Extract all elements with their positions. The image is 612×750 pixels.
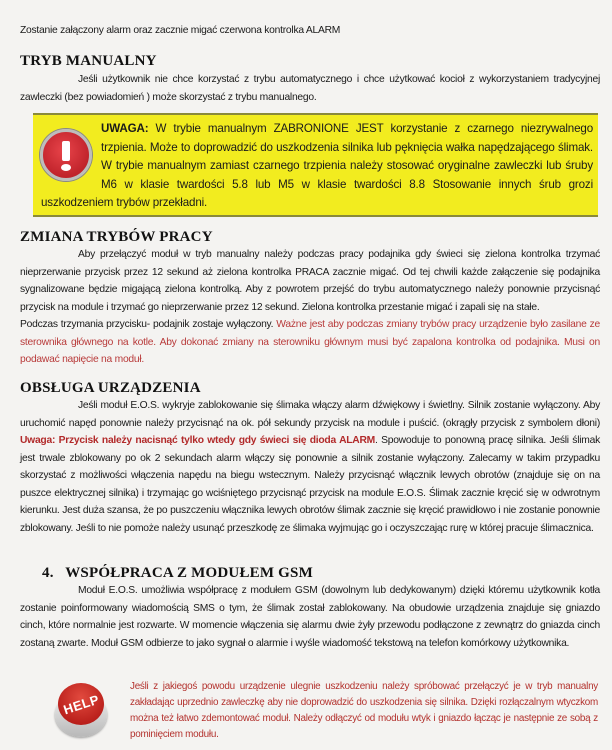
warning-text xyxy=(41,120,593,213)
warning-body: W trybie manualnym ZABRONIONE JEST korzystanie z czarnego niezrywalnego trzpienia. Może to doprowadzić do uszkodzenia silnika lub pęknięcia wałka napędzającego ślimak. W trybie manualnym zamiast czarnego trzpienia należy stosować oryginalne zawleczki lub śruby M6 w klasie twardości 5.8 lub M5 w klasie twardości 8.8 Stosowanie innych śrub grozi uszkodzeniem trybów przekładni. xyxy=(41,122,593,209)
service-paragraph xyxy=(20,397,600,537)
mode-change-note xyxy=(20,316,600,369)
mode-change-section xyxy=(20,246,600,369)
warning-box xyxy=(33,113,598,217)
heading-gsm: 4. WSPÓŁPRACA Z MODUŁEM GSM xyxy=(42,565,313,581)
power-note: Ważne jest aby podczas zmiany trybów pracy urządzenie było zasilane ze sterownika głównego na kotle. Aby dokonać zmiany na sterowniku głównym musi być zapalona kontrolka od podajnika. Musi on podawać napięcie na moduł. xyxy=(20,319,600,365)
gsm-paragraph: Moduł E.O.S. umożliwia współpracę z modułem GSM (dowolnym lub dedykowanym) dzięki któremu użytkownik kotła zostanie poinformowany wiadomością SMS o tym, że ślimak został zablokowany. Na obudowie urządzenia znajduje się gniazdo cinch, które normalnie jest rozwarte. W momencie włączenia się alarmu dwie żyły przewodu podłączone z zewnątrz do gniazda cinch zostaną zwarte. Moduł GSM odbierze to jako sygnał o alarmie i wyśle wiadomość tekstową na telefon komórkowy użytkownika. xyxy=(20,585,600,649)
manual-mode-paragraph: Jeśli użytkownik nie chce korzystać z trybu automatycznego i chce użytkować kocioł z wykorzystaniem tradycyjnej zawleczki (bez powiadomień ) może skorzystać z trybu manualnego. xyxy=(20,74,600,103)
alarm-note: Uwaga: Przycisk należy nacisnąć tylko wtedy gdy świeci się dioda ALARM xyxy=(20,435,375,446)
warning-label: UWAGA: xyxy=(101,122,149,135)
exclamation-icon xyxy=(40,129,92,181)
intro-text: Zostanie załączony alarm oraz zacznie migać czerwona kontrolka ALARM xyxy=(20,25,341,36)
hold-text: Podczas trzymania przycisku- podajnik zostaje wyłączony. xyxy=(20,319,274,330)
heading-mode-change: ZMIANA TRYBÓW PRACY xyxy=(20,229,213,245)
help-label: HELP xyxy=(61,691,101,717)
mode-change-paragraph: Aby przełączyć moduł w tryb manualny należy podczas pracy podajnika gdy świeci się zielona kontrolka trzymać nieprzerwanie przycisk przez 12 sekund aż zielona kontrolka PRACA zacznie migać. Od tej chwili każde załączenie się podajnika sygnalizowane będzie migającą zielona kontrolką. Aby z powrotem przejść do trybu automatycznego należy ponownie przycisnąć przycisk na module i trzymać go nieprzerwanie przez 12 sekund. Zielona kontrolka przestanie migać i zapali się na stałe. xyxy=(20,249,600,313)
help-paragraph: Jeśli z jakiegoś powodu urządzenie ulegnie uszkodzeniu należy spróbować przełączyć je w tryb manualny zakładając uprzednio zawleczkę aby nie doprowadzić do uszkodzenia się silnika. Dzięki rozłączalnym wtyczkom można też łatwo zdemontować moduł. Należy odłączyć od modułu wtyk i gniazdo łącząc je następnie ze sobą z pominięciem modułu. xyxy=(130,681,598,740)
heading-manual-mode: TRYB MANUALNY xyxy=(20,53,157,69)
service-end: . Spowoduje to ponowną pracę silnika. Jeśli ślimak jest trwale zblokowany po ok 2 sekundach alarm włączy się ponownie a silnik zostanie wyłączony. Zalecamy w takim przypadku skorzystać z możliwości włączenia napędu na biegu wstecznym. Należy przycisnąć włącznik lewych obrotów (znajduje się on na puszce elektrycznej silnika) i trzymając go wciśniętego przycisnąć przycisk na module E.O.S. Ślimak zacznie kręcić się w odwrotnym kierunku. Jest duża szansa, że po puszczeniu włącznika lewych obrotów ślimak zacznie się kręcić prawidłowo i nie zostanie ponownie zblokowany. Jeśli to nie pomoże należy usunąć przeszkodę ze ślimaka wyjmując go i oczyszczając rurę w której pracuje ślimacznica. xyxy=(20,435,600,534)
heading-device-service: OBSŁUGA URZĄDZENIA xyxy=(20,380,201,396)
help-button-icon xyxy=(55,683,107,735)
service-start: Jeśli moduł E.O.S. wykryje zablokowanie się ślimaka włączy alarm dźwiękowy i świetlny. Silnik zostanie wyłączony. Aby uruchomić napęd ponownie należy przycisnąć na ok. pół sekundy przycisk na module i puścić. (okrągły przycisk z symbolem dłoni) xyxy=(20,400,600,429)
